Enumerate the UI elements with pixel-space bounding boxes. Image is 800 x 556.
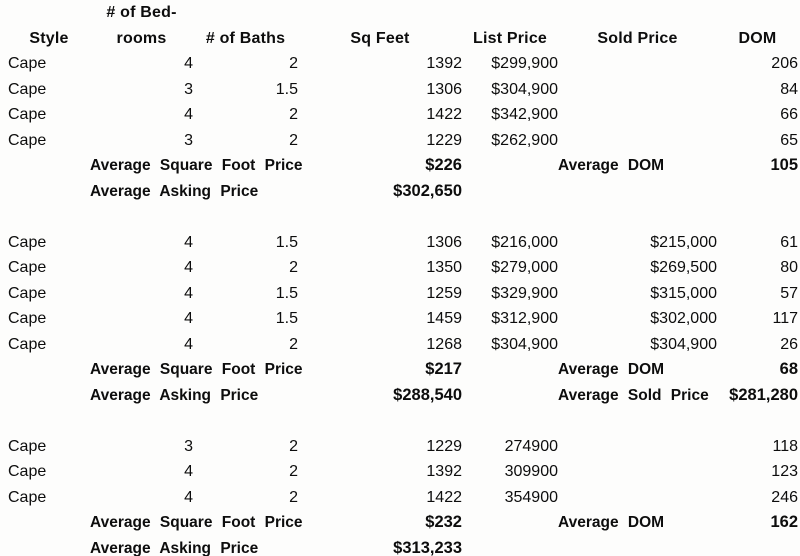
cell-style: Cape xyxy=(8,80,47,98)
cell-dom: 66 xyxy=(780,106,798,123)
cell-list-price: $216,000 xyxy=(491,233,558,251)
column-header-list-price: List Price xyxy=(472,29,548,47)
cell-dom: 80 xyxy=(780,259,798,276)
cell-style: Cape xyxy=(8,106,47,123)
cell-baths: 2 xyxy=(289,488,298,506)
cell-bedrooms: 4 xyxy=(184,488,193,506)
cell-baths: 2 xyxy=(289,259,298,276)
cell-dom: 246 xyxy=(771,488,798,506)
average-asking-price-label: Average Asking Price xyxy=(90,182,259,200)
cell-sold-price xyxy=(558,128,717,154)
cell-sqfeet: 1229 xyxy=(426,131,462,149)
cell-list-price: $304,900 xyxy=(491,335,558,353)
average-asking-price-label: Average Asking Price xyxy=(90,386,259,404)
average-dom-value: 105 xyxy=(770,156,798,174)
cell-list-price: 274900 xyxy=(504,437,558,455)
cell-sold-price: $304,900 xyxy=(650,335,717,353)
cell-bedrooms: 4 xyxy=(184,106,193,123)
cell-style: Cape xyxy=(8,437,47,455)
cell-sqfeet: 1459 xyxy=(426,310,462,327)
average-asking-price-value: $288,540 xyxy=(393,385,462,404)
cell-sold-price xyxy=(558,434,717,460)
cell-sold-price xyxy=(558,102,717,128)
cell-list-price: 354900 xyxy=(504,488,558,506)
average-asking-price-label: Average Asking Price xyxy=(90,539,259,556)
cell-list-price: $262,900 xyxy=(491,131,558,149)
average-square-foot-price-label: Average Square Foot Price xyxy=(90,514,303,531)
cell-style: Cape xyxy=(8,284,47,302)
average-asking-price-value: $302,650 xyxy=(393,181,462,200)
cell-sold-price: $215,000 xyxy=(650,233,717,251)
average-sold-price-value: $281,280 xyxy=(729,385,798,404)
cell-bedrooms: 4 xyxy=(184,233,193,251)
cell-style: Cape xyxy=(8,463,47,480)
column-header-baths: # of Baths xyxy=(205,29,286,47)
cell-dom: 65 xyxy=(780,131,798,149)
cell-sqfeet: 1268 xyxy=(426,335,462,353)
cell-bedrooms: 3 xyxy=(184,80,193,98)
column-header-sqfeet: Sq Feet xyxy=(350,29,410,47)
cell-baths: 2 xyxy=(289,437,298,455)
average-square-foot-price-value: $217 xyxy=(425,360,462,378)
cell-baths: 1.5 xyxy=(275,80,298,98)
section-gap xyxy=(8,204,798,230)
cell-list-price: $312,900 xyxy=(491,310,558,327)
cell-bedrooms: 4 xyxy=(184,463,193,480)
cell-dom: 84 xyxy=(780,80,798,98)
cell-baths: 2 xyxy=(289,131,298,149)
cell-bedrooms: 4 xyxy=(184,259,193,276)
column-header-sold-price: Sold Price xyxy=(597,29,678,47)
cell-style: Cape xyxy=(8,55,47,72)
cell-dom: 61 xyxy=(780,233,798,251)
cell-list-price: 309900 xyxy=(504,463,558,480)
cell-sqfeet: 1306 xyxy=(426,80,462,98)
cell-style: Cape xyxy=(8,310,47,327)
cell-sold-price: $315,000 xyxy=(650,284,717,302)
cell-list-price: $304,900 xyxy=(491,80,558,98)
cell-dom: 26 xyxy=(780,335,798,353)
cell-sqfeet: 1306 xyxy=(426,233,462,251)
cell-sqfeet: 1392 xyxy=(426,55,462,72)
cell-dom: 57 xyxy=(780,284,798,302)
cell-style: Cape xyxy=(8,259,47,276)
cell-style: Cape xyxy=(8,335,47,353)
cell-baths: 2 xyxy=(289,335,298,353)
cell-baths: 1.5 xyxy=(275,310,298,327)
average-sold-price-label: Average Sold Price xyxy=(558,386,709,404)
average-sold-price-label xyxy=(558,536,717,556)
cell-sold-price xyxy=(558,51,717,77)
cell-baths: 2 xyxy=(289,106,298,123)
cell-bedrooms: 3 xyxy=(184,131,193,149)
average-dom-label: Average DOM xyxy=(558,157,665,174)
cell-style: Cape xyxy=(8,488,47,506)
cell-sqfeet: 1229 xyxy=(426,437,462,455)
cell-list-price: $329,900 xyxy=(491,284,558,302)
cell-baths: 2 xyxy=(289,463,298,480)
cell-dom: 117 xyxy=(772,310,798,327)
average-sold-price-label xyxy=(558,179,717,205)
cell-list-price: $299,900 xyxy=(491,55,558,72)
cell-bedrooms: 4 xyxy=(184,284,193,302)
cell-dom: 206 xyxy=(771,55,798,72)
cell-sold-price: $302,000 xyxy=(650,310,717,327)
average-dom-label: Average DOM xyxy=(558,514,665,531)
cell-sold-price xyxy=(558,485,717,511)
average-sold-price-value xyxy=(717,536,798,556)
cell-dom: 118 xyxy=(772,437,798,455)
cell-sqfeet: 1422 xyxy=(426,488,462,506)
cell-sqfeet: 1392 xyxy=(426,463,462,480)
cell-bedrooms: 3 xyxy=(184,437,193,455)
cell-sqfeet: 1259 xyxy=(426,284,462,302)
column-header-bedrooms-line2: rooms xyxy=(116,29,167,47)
cell-sold-price xyxy=(558,77,717,103)
column-header-bedrooms-line1: # of Bed- xyxy=(106,4,177,21)
cell-baths: 1.5 xyxy=(275,233,298,251)
section-gap xyxy=(8,408,798,434)
average-square-foot-price-value: $226 xyxy=(425,156,462,174)
cell-style: Cape xyxy=(8,233,47,251)
cell-dom: 123 xyxy=(771,463,798,480)
cell-bedrooms: 4 xyxy=(184,310,193,327)
cell-sold-price xyxy=(558,459,717,485)
cell-baths: 1.5 xyxy=(275,284,298,302)
cell-sqfeet: 1422 xyxy=(426,106,462,123)
cell-list-price: $279,000 xyxy=(491,259,558,276)
cell-list-price: $342,900 xyxy=(491,106,558,123)
cell-baths: 2 xyxy=(289,55,298,72)
average-asking-price-value: $313,233 xyxy=(393,538,462,556)
average-square-foot-price-label: Average Square Foot Price xyxy=(90,361,303,378)
average-dom-label: Average DOM xyxy=(558,361,665,378)
cell-style: Cape xyxy=(8,131,47,149)
average-dom-value: 68 xyxy=(779,360,798,378)
cell-bedrooms: 4 xyxy=(184,55,193,72)
average-dom-value: 162 xyxy=(770,513,798,531)
column-header-dom: DOM xyxy=(738,29,777,47)
cell-sold-price: $269,500 xyxy=(650,259,717,276)
average-square-foot-price-label: Average Square Foot Price xyxy=(90,157,303,174)
average-square-foot-price-value: $232 xyxy=(425,513,462,531)
average-sold-price-value xyxy=(717,179,798,205)
cell-bedrooms: 4 xyxy=(184,335,193,353)
column-header-style: Style xyxy=(29,29,69,47)
cell-sqfeet: 1350 xyxy=(426,259,462,276)
